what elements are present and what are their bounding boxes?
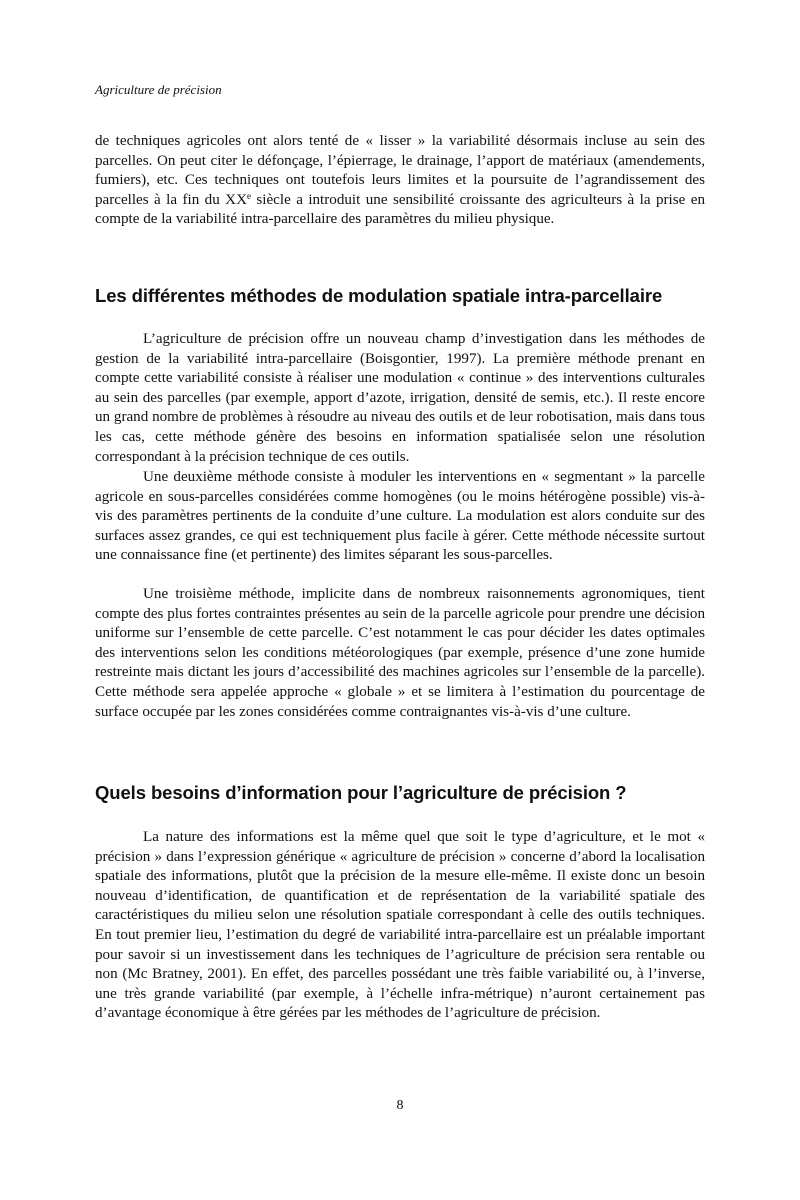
section1-paragraph-3: Une troisième méthode, implicite dans de nombreux raisonnements agronomiques, tient compte des plus fortes contraintes présentes au sein de la parcelle agricole pour prendre une décision uniforme sur l’ensemble de cette parcelle. C’est notamment le cas pour décider les dates optimales des interventions selon les conditions météorologiques (par exemple, présence d’une zone humide restreinte mais dictant les jours d’accessibilité des machines agricoles sur l’ensemble de la parcelle). Cette méthode sera appelée approche « globale » et se limitera à l’estimation du pourcentage de surface occupée par les zones considérées comme contraignantes vis-à-vis d’une culture. (95, 586, 705, 720)
section1-title: Les différentes méthodes de modulation spatiale intra-parcellaire (95, 285, 663, 306)
running-head: Agriculture de précision (95, 82, 222, 97)
intro-century-superscript: e (247, 190, 251, 201)
section2-title: Quels besoins d’information pour l’agriculture de précision ? (95, 782, 627, 803)
section1-paragraph-2: Une deuxième méthode consiste à moduler les interventions en « segmentant » la parcelle agricole en sous-parcelles considérées comme homogènes (ou le moins hétérogène possible) vis-à-vis des paramètres pertinents de la conduite d’une culture. La modulation est alors conduite sur des surfaces assez grandes, ce qui est techniquement plus facile à gérer. Cette méthode nécessite surtout une connaissance fine (et pertinente) des limites séparant les sous-parcelles. (95, 469, 705, 564)
section1-paragraph-1: L’agriculture de précision offre un nouveau champ d’investigation dans les méthodes de gestion de la variabilité intra-parcellaire (Boisgontier, 1997). La première méthode prenant en compte cette variabilité consiste à réaliser une modulation « continue » des interventions culturales au sein des parcelles (par exemple, apport d’azote, irrigation, densité de semis, etc.). Il reste encore un grand nombre de problèmes à résoudre au niveau des outils et de leur robotisation, mais dans tous les cas, cette méthode génère des besoins en information spatialisée selon une résolution correspondant à la précision technique de ces outils. (95, 331, 705, 465)
page-number: 8 (396, 1098, 404, 1113)
intro-paragraph (95, 132, 705, 230)
section2-paragraph-1: La nature des informations est la même quel que soit le type d’agriculture, et le mot « précision » dans l’expression générique « agriculture de précision » concerne d’abord la localisation spatiale des informations, plutôt que la précision de la mesure elle-même. Il existe donc un besoin nouveau d’identification, de quantification et de représentation de la variabilité spatiale des caractéristiques du milieu selon une résolution spatiale correspondant à celle des outils techniques. En tout premier lieu, l’estimation du degré de variabilité intra-parcellaire est un préalable important pour savoir si un investissement dans les techniques de l’agriculture de précision sera rentable ou non (Mc Bratney, 2001). En effet, des parcelles possédant une très faible variabilité ou, à l’inverse, une très grande variabilité (par exemple, à l’échelle infra-métrique) n’auront certainement pas d’avantage économique à être gérées par les méthodes de l’agriculture de précision. (95, 829, 705, 1022)
intro-text-after-sup: siècle a introduit une sensibilité croissante des agriculteurs à la prise en compte de la variabilité intra-parcellaire des paramètres du milieu physique. (95, 191, 705, 228)
intro-text-before-sup: de techniques agricoles ont alors tenté de « lisser » la variabilité désormais incluse au sein des parcelles. On peut citer le défonçage, l’épierrage, le drainage, l’apport de matériaux (amendements, fumiers), etc. Ces techniques ont toutefois leurs limites et la poursuite de l’agrandissement des parcelles à la fin du XX (95, 133, 705, 208)
